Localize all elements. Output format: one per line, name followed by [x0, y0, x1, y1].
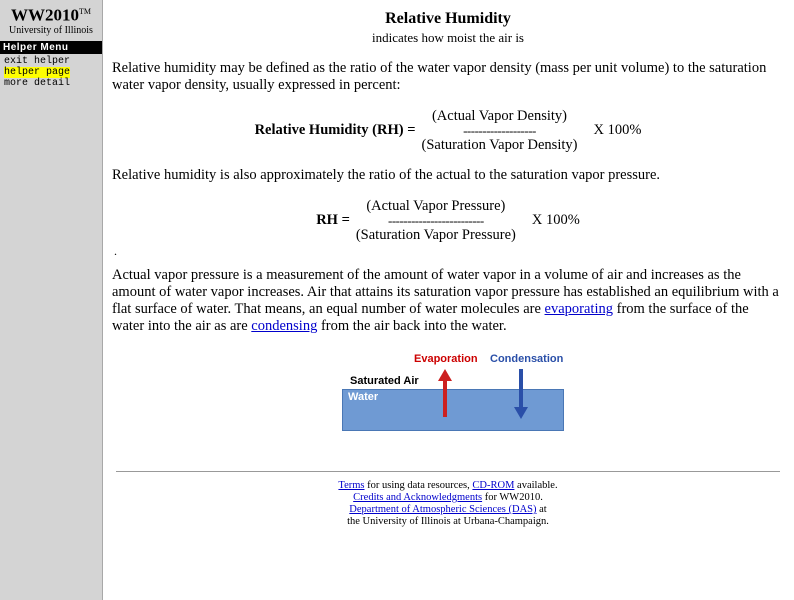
footer-line-3-end: at	[536, 504, 547, 515]
link-condensing[interactable]: condensing	[251, 318, 318, 334]
link-credits[interactable]: Credits and Acknowledgments	[353, 492, 483, 503]
formula2-fraction	[356, 198, 516, 243]
footer-line-4: the University of Illinois at Urbana-Champaign.	[347, 516, 549, 527]
sidebar-item-helper-page[interactable]: helper page	[4, 66, 71, 78]
arrow-down-head	[514, 407, 528, 419]
logo-subtitle: University of Illinois	[9, 24, 93, 36]
formula2-bar: -------------------------	[387, 213, 484, 228]
arrow-down-shaft	[519, 369, 523, 409]
link-das[interactable]: Department of Atmospheric Sciences (DAS)	[349, 504, 537, 515]
formula2-lhs: RH =	[316, 212, 350, 228]
arrow-up-shaft	[443, 377, 447, 417]
link-terms[interactable]: Terms	[338, 480, 365, 491]
diagram-label-saturated-air: Saturated Air	[350, 375, 419, 387]
page-subtitle: indicates how moist the air is	[371, 30, 524, 45]
formula-relative-humidity-pressure	[112, 198, 784, 243]
link-evaporating[interactable]: evaporating	[544, 301, 613, 317]
formula2-denominator: (Saturation Vapor Pressure)	[355, 227, 516, 243]
evaporation-condensation-diagram	[342, 353, 672, 453]
diagram-label-water: Water	[348, 391, 379, 403]
sidebar-item-more-detail[interactable]: more detail	[4, 77, 71, 89]
footer-line-2-end: for WW2010.	[482, 492, 543, 503]
footer-line-3	[112, 504, 784, 516]
formula2-numerator: (Actual Vapor Pressure)	[366, 198, 506, 214]
paragraph-equilibrium	[112, 267, 784, 335]
formula2-rhs: X 100%	[531, 212, 580, 228]
formula1-denominator: (Saturation Vapor Density)	[421, 137, 578, 153]
page-title: Relative Humidity	[385, 10, 511, 27]
paragraph-pressure-ratio: Relative humidity is also approximately the ratio of the actual to the saturation vapor pressure.	[112, 167, 661, 183]
helper-menu-header: Helper Menu	[0, 41, 102, 54]
paragraph-definition: Relative humidity may be defined as the ratio of the water vapor density (mass per unit volume) to the saturation water vapor density, usually expressed in percent:	[112, 60, 767, 93]
helper-menu-list	[0, 54, 102, 89]
formula1-numerator: (Actual Vapor Density)	[431, 108, 567, 124]
footer-line-1	[112, 480, 784, 492]
footer-line-1-mid: for using data resources,	[364, 480, 473, 491]
footer-line-2	[112, 492, 784, 504]
site-logo[interactable]	[0, 0, 102, 39]
formula1-lhs: Relative Humidity (RH) =	[254, 122, 416, 138]
link-cd-rom[interactable]: CD-ROM	[472, 480, 515, 491]
footer-divider	[116, 471, 780, 472]
footer	[112, 480, 784, 528]
formula1-fraction	[421, 108, 577, 153]
formula1-rhs: X 100%	[593, 122, 642, 138]
sidebar	[0, 0, 103, 600]
diagram-label-evaporation: Evaporation	[414, 353, 478, 365]
trademark-mark: TM	[79, 7, 91, 16]
formula-relative-humidity-density	[112, 108, 784, 153]
main-content	[104, 0, 794, 600]
stray-period: .	[114, 244, 117, 258]
diagram-label-condensation: Condensation	[490, 353, 564, 365]
logo-title: WW2010™	[11, 5, 91, 25]
formula1-bar: -------------------	[463, 123, 536, 138]
sidebar-item-exit-helper[interactable]: exit helper	[4, 55, 71, 67]
paragraph-equilibrium-part2: from the surface of the water into the air as are	[112, 301, 749, 334]
paragraph-equilibrium-part1: Actual vapor pressure is a measurement of the amount of water vapor in a volume of air and increases as the amount of water vapor increases. Air that attains its saturation vapor pressure has established an equilibrium with a flat surface of water. That means, an equal number of water molecules are	[112, 267, 779, 317]
footer-line-1-end: available.	[514, 480, 558, 491]
paragraph-equilibrium-part3: from the air back into the water.	[317, 318, 507, 334]
